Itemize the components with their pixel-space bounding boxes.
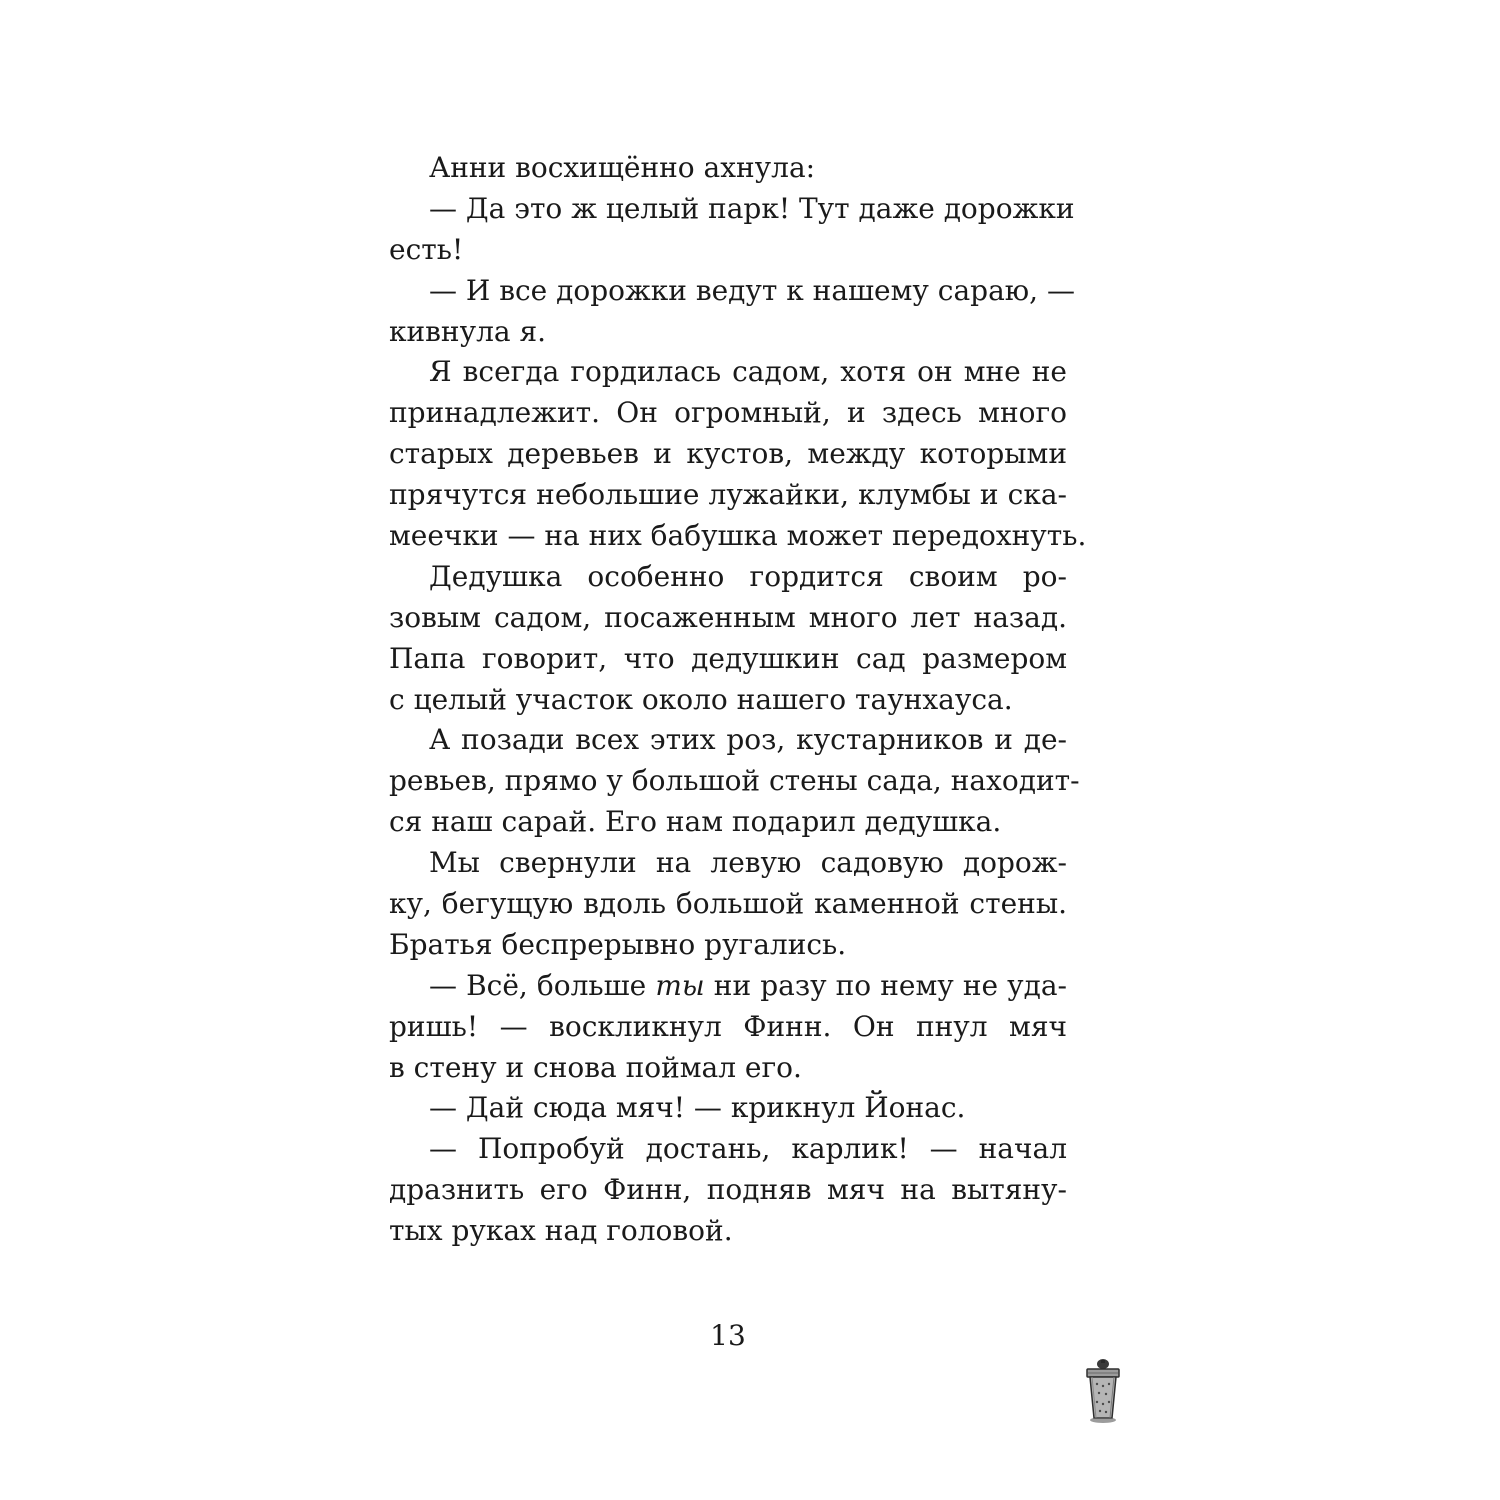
text-line: есть! xyxy=(389,232,464,266)
text-line: Я всегда гордилась садом, хотя он мне не xyxy=(429,355,1067,389)
text-line: — И все дорожки ведут к нашему сараю, — xyxy=(429,273,1075,307)
text-line: в стену и снова поймал его. xyxy=(389,1050,802,1084)
body-text xyxy=(389,148,1087,1252)
page-number: 13 xyxy=(710,1319,746,1352)
text-line: ся наш сарай. Его нам подарил дедушка. xyxy=(389,805,1002,839)
text-line: — Попробуй достань, карлик! — начал xyxy=(429,1132,1067,1166)
text-line: Дедушка особенно гордится своим ро- xyxy=(429,559,1067,593)
flower-pot-icon xyxy=(1083,1358,1123,1424)
text-line: Мы свернули на левую садовую дорож- xyxy=(429,846,1067,880)
text-line: принадлежит. Он огромный, и здесь много xyxy=(389,396,1067,430)
text-line: меечки — на них бабушка может передохнуть. xyxy=(389,519,1087,553)
text-line: тых руках над головой. xyxy=(389,1214,733,1248)
text-line: кивнула я. xyxy=(389,314,547,348)
text-line: Анни восхищённо ахнула: xyxy=(429,151,816,184)
text-line: дразнить его Финн, подняв мяч на вытяну- xyxy=(389,1173,1067,1207)
text-line-italic: — Всё, больше ты ни разу по нему не уда- xyxy=(429,968,1068,1002)
text-line: ку, бегущую вдоль большой каменной стены. xyxy=(389,887,1067,921)
text-line: с целый участок около нашего таунхауса. xyxy=(389,682,1013,716)
text-line: зовым садом, посаженным много лет назад. xyxy=(389,600,1067,634)
text-line: — Да это ж целый парк! Тут даже дорожки xyxy=(429,191,1075,225)
text-line: ревьев, прямо у большой стены сада, находит- xyxy=(389,764,1080,798)
text-line: старых деревьев и кустов, между которыми xyxy=(389,437,1067,471)
text-line: ришь! — воскликнул Финн. Он пнул мяч xyxy=(389,1009,1067,1043)
text-line: Папа говорит, что дедушкин сад размером xyxy=(389,641,1067,675)
text-line: А позади всех этих роз, кустарников и де- xyxy=(429,723,1067,757)
text-line: Братья беспрерывно ругались. xyxy=(389,927,847,961)
text-line: прячутся небольшие лужайки, клумбы и ска- xyxy=(389,478,1067,512)
text-line: — Дай сюда мяч! — крикнул Йонас. xyxy=(429,1091,966,1125)
emphasis-word: ты xyxy=(655,968,705,1002)
